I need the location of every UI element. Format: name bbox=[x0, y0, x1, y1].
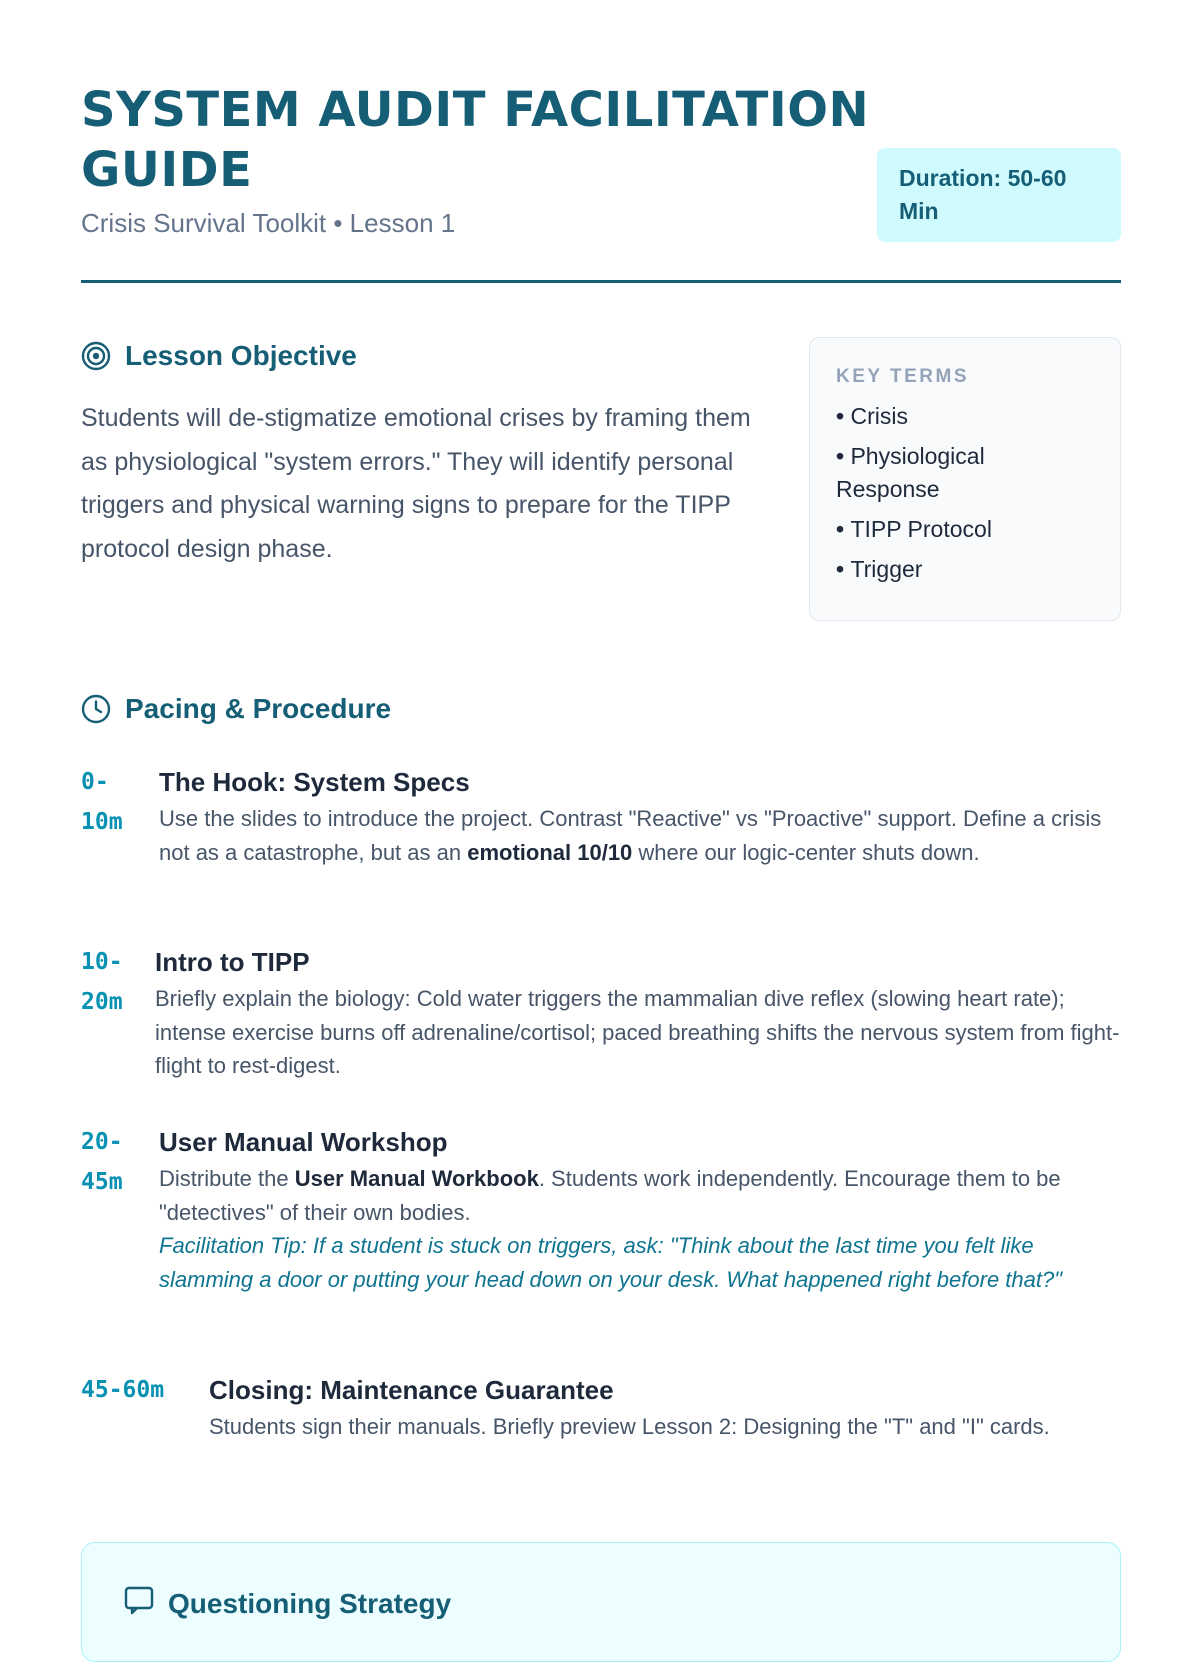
header-divider bbox=[81, 280, 1121, 283]
chat-icon bbox=[124, 1585, 154, 1622]
page-title: SYSTEM AUDIT FACILITATION GUIDE bbox=[81, 82, 870, 198]
pacing-step bbox=[81, 762, 1121, 902]
pacing-step bbox=[81, 1370, 1121, 1480]
key-terms-title: KEY TERMS bbox=[836, 366, 970, 387]
step-description: Use the slides to introduce the project. Contrast "Reactive" vs "Proactive" support. Define a crisis not as a catastrophe, but as an emotional 10/10 where our logic-center shuts down. bbox=[159, 806, 1102, 865]
key-term-item: • TIPP Protocol bbox=[836, 513, 1094, 546]
step-description: Students sign their manuals. Briefly preview Lesson 2: Designing the "T" and "I" cards. bbox=[209, 1414, 1050, 1439]
objective-heading-label: Lesson Objective bbox=[125, 340, 357, 371]
step-time: 0- 10m bbox=[81, 769, 123, 835]
duration-badge: Duration: 50-60 Min bbox=[877, 148, 1121, 242]
step-description: Distribute the User Manual Workbook. Students work independently. Encourage them to be "detectives" of their own bodies. bbox=[159, 1166, 1061, 1225]
objective-heading bbox=[81, 340, 357, 372]
step-body bbox=[209, 1370, 1121, 1444]
questioning-heading-label: Questioning Strategy bbox=[168, 1587, 452, 1619]
step-title: Intro to TIPP bbox=[155, 947, 310, 977]
step-time: 45-60m bbox=[81, 1377, 165, 1403]
key-term-item: • Physiological Response bbox=[836, 440, 1094, 506]
step-title: User Manual Workshop bbox=[159, 1127, 448, 1157]
step-time: 10- 20m bbox=[81, 949, 123, 1015]
pacing-step bbox=[81, 942, 1121, 1082]
key-terms-list bbox=[836, 400, 1094, 586]
pacing-step bbox=[81, 1122, 1121, 1342]
step-title: The Hook: System Specs bbox=[159, 767, 470, 797]
step-body bbox=[159, 762, 1121, 869]
target-icon bbox=[81, 341, 111, 371]
page-subtitle: Crisis Survival Toolkit • Lesson 1 bbox=[81, 208, 456, 238]
step-description: Briefly explain the biology: Cold water triggers the mammalian dive reflex (slowing heart rate); intense exercise burns off adrenaline/cortisol; paced breathing shifts the nervous system from fight-flight to rest-digest. bbox=[155, 986, 1120, 1078]
page-header bbox=[81, 80, 1121, 239]
step-emphasis: User Manual Workbook bbox=[294, 1166, 539, 1191]
pacing-heading bbox=[81, 693, 391, 725]
facilitation-tip: Facilitation Tip: If a student is stuck on triggers, ask: "Think about the last time you felt like slamming a door or putting your head down on your desk. What happened right before that?" bbox=[159, 1233, 1063, 1292]
key-term-item: • Crisis bbox=[836, 400, 1094, 433]
step-body bbox=[159, 1122, 1121, 1296]
key-terms-card bbox=[809, 337, 1121, 621]
questioning-card bbox=[81, 1542, 1121, 1662]
step-emphasis: emotional 10/10 bbox=[467, 839, 633, 865]
step-title: Closing: Maintenance Guarantee bbox=[209, 1375, 614, 1405]
pacing-heading-label: Pacing & Procedure bbox=[125, 693, 392, 724]
clock-icon bbox=[81, 694, 111, 724]
questioning-heading bbox=[124, 1585, 451, 1622]
key-term-item: • Trigger bbox=[836, 553, 1094, 586]
objective-text: Students will de-stigmatize emotional crises by framing them as physiological "system errors." They will identify personal triggers and physical warning signs to prepare for the TIPP protocol design phase. bbox=[81, 404, 751, 563]
step-time: 20- 45m bbox=[81, 1129, 123, 1195]
step-body bbox=[155, 942, 1121, 1083]
